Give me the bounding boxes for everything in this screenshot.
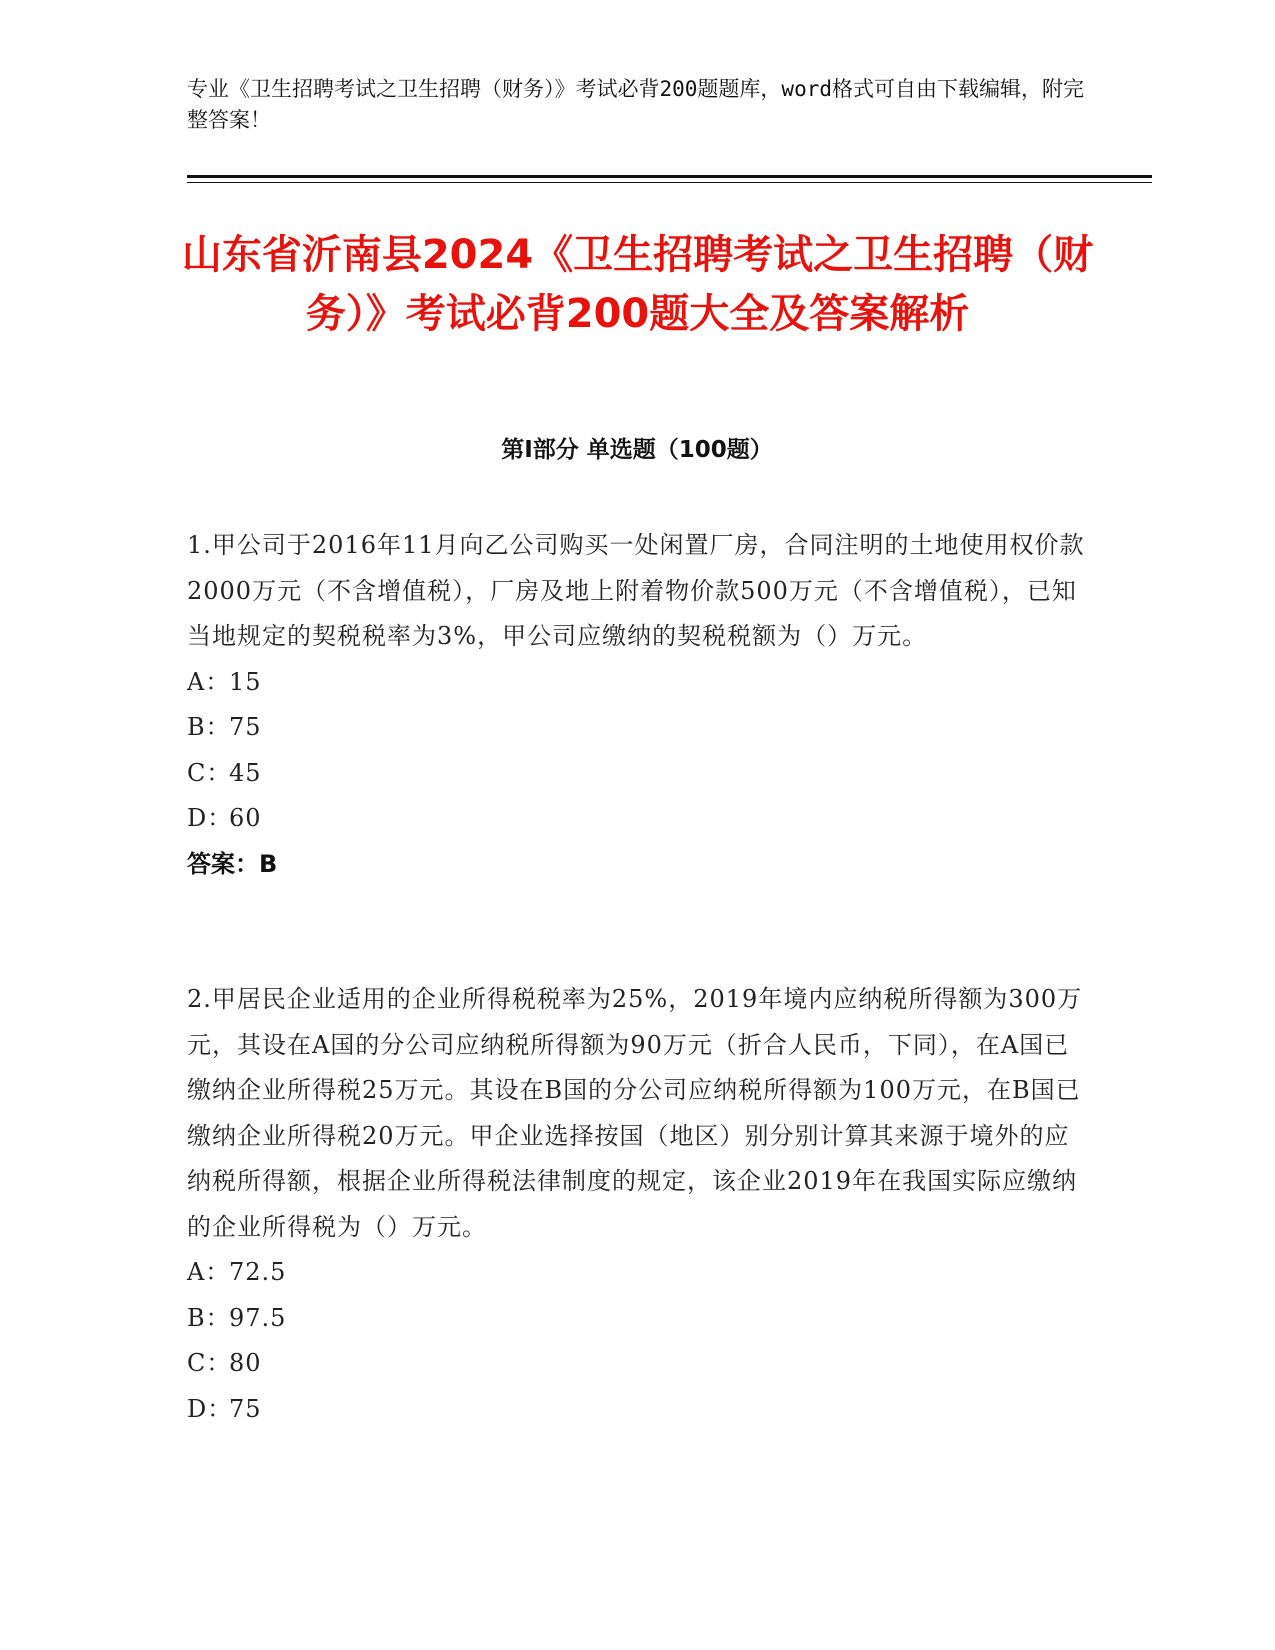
header-divider-thin — [187, 182, 1152, 183]
option-key: D： — [187, 804, 233, 832]
option-key: C： — [187, 758, 232, 787]
question-1 — [187, 523, 1087, 887]
option-text: 15 — [229, 667, 262, 696]
option-a — [187, 660, 1087, 706]
option-text: 97.5 — [229, 1303, 287, 1332]
option-d — [187, 1387, 1087, 1433]
option-key: B： — [187, 713, 231, 741]
option-d — [187, 796, 1087, 842]
option-key: D： — [187, 1394, 233, 1423]
option-text: 75 — [229, 1394, 262, 1423]
option-text: 45 — [229, 758, 262, 787]
option-text: 60 — [229, 804, 262, 832]
option-c — [187, 751, 1087, 797]
option-text: 75 — [229, 713, 262, 741]
option-c — [187, 1341, 1087, 1387]
header-divider-thick — [187, 175, 1152, 178]
option-key: C： — [187, 1349, 232, 1377]
option-b — [187, 1296, 1087, 1342]
question-2 — [187, 977, 1087, 1432]
document-title: 山东省沂南县2024《卫生招聘考试之卫生招聘（财务）》考试必背200题大全及答案解析 — [181, 232, 1094, 337]
question-stem: 2.甲居民企业适用的企业所得税税率为25%，2019年境内应纳税所得额为300万元，其设在A国的分公司应纳税所得额为90万元（折合人民币，下同），在A国已缴纳企业所得税25万元。其设在B国的分公司应纳税所得额为100万元，在B国已缴纳企业所得税20万元。甲企业选择按国（地区）别分别计算其来源于境外的应纳税所得额，根据企业所得税法律制度的规定，该企业2019年在我国实际应缴纳的企业所得税为（）万元。 — [187, 985, 1083, 1241]
section-title: 第Ⅰ部分 单选题（100题） — [501, 437, 773, 463]
option-text: 80 — [229, 1349, 262, 1377]
option-b — [187, 705, 1087, 751]
answer-line: 答案：B — [187, 849, 278, 878]
question-stem: 1.甲公司于2016年11月向乙公司购买一处闲置厂房，合同注明的土地使用权价款2000万元（不含增值税），厂房及地上附着物价款500万元（不含增值税），已知当地规定的契税税率为3%，甲公司应缴纳的契税税额为（）万元。 — [187, 531, 1085, 650]
header-note: 专业《卫生招聘考试之卫生招聘（财务）》考试必背200题题库，word格式可自由下载编辑，附完整答案！ — [187, 77, 1084, 132]
option-a — [187, 1250, 1087, 1296]
option-text: 72.5 — [229, 1258, 287, 1286]
option-key: A： — [187, 1258, 231, 1286]
option-key: B： — [187, 1303, 231, 1332]
option-key: A： — [187, 667, 231, 696]
